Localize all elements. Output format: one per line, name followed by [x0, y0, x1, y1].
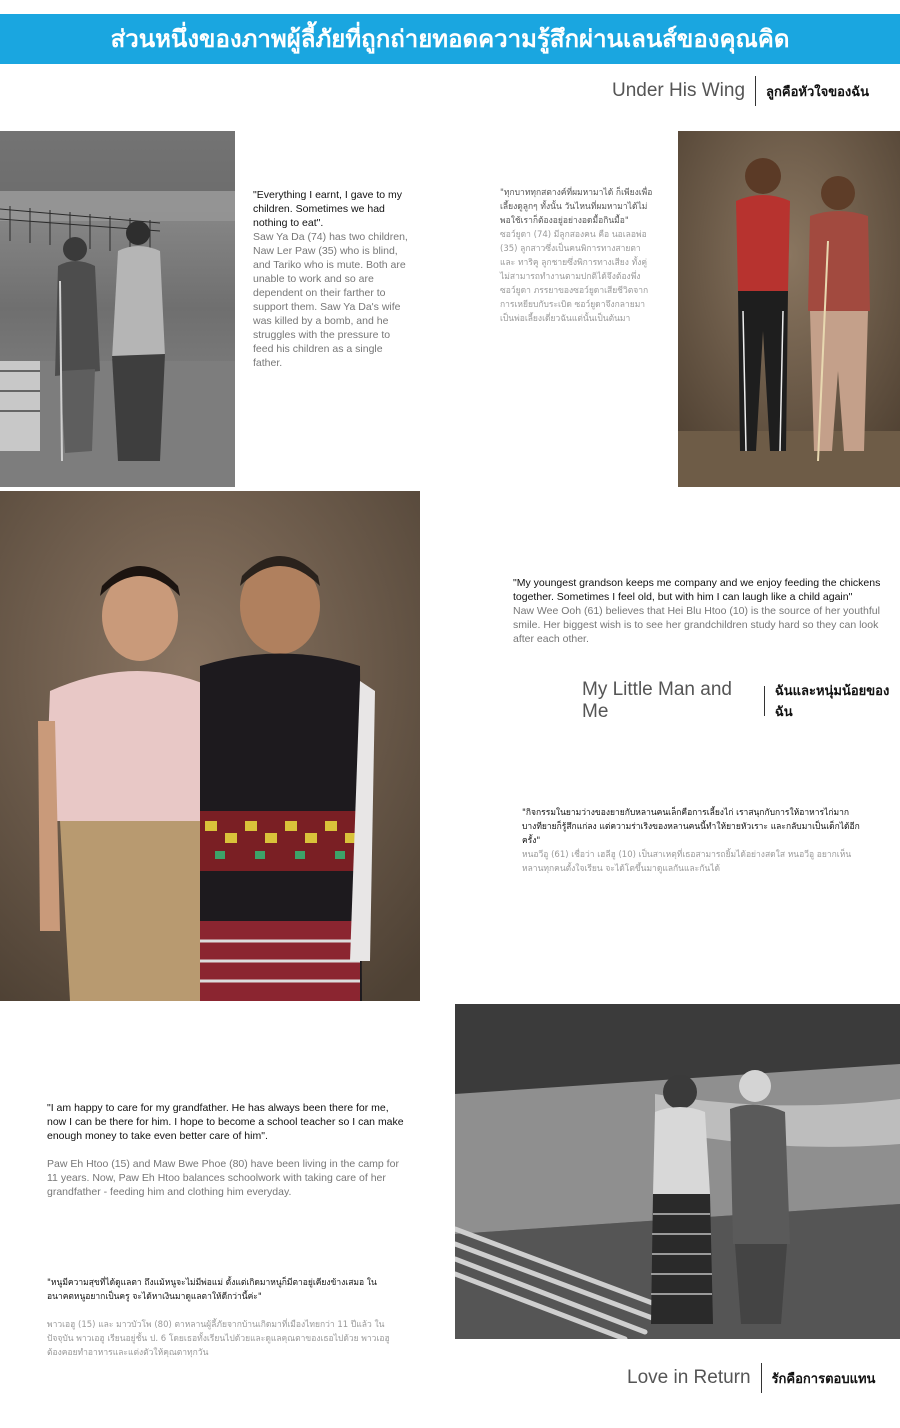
quote-th: "หนูมีความสุขที่ได้ดูแลตา ถึงแม้หนูจะไม่มีพ่อแม่ ตั้งแต่เกิดมาหนูก็มีตาอยู่เคียงข้างเสมอ ในอนาคตหนูอยากเป็นครู จะได้หาเงินมาดูแลตาให้ดีกว่านี้ค่ะ" [47, 1278, 377, 1302]
section-title-en: Under His Wing [612, 80, 746, 101]
description-th: หนอวีอู (61) เชื่อว่า เฮลีฮู (10) เป็นสาเหตุที่เธอสามารถยิ้มได้อย่างสดใส หนอวีอู อยากเห็นหลานทุกคนตั้งใจเรียน จะได้โตขึ้นมาดูแลกันและกันได้ [522, 850, 852, 874]
spacer [47, 1143, 407, 1157]
description-th: พาวเอฮู (15) และ มาวบัวโพ (80) ตาหลานผู้ลี้ภัยจากบ้านเกิดมาที่เมืองไทยกว่า 11 ปีแล้ว ในปัจจุบัน พาวเอฮู เรียนอยู่ชั้น ป. 6 โดยเธอทั้งเรียนไปด้วยและดูแลคุณตาของเธอไปด้วย พาวเอฮู ต้องคอยทำอาหารและแต่งตัวให้คุณตาทุกวัน [47, 1320, 390, 1358]
section-heading-under-his-wing [612, 74, 869, 108]
section-title-en: Love in Return [627, 1367, 751, 1388]
description-en: Saw Ya Da (74) has two children, Naw Ler Paw (35) who is blind, and Tariko who is mute. Both are unable to work and so are dependent on their farther to support them. Saw Ya Da's wife was killed by a bomb, and he struggles with the pressure to feed his children as a single father. [253, 231, 408, 369]
description-th: ซอว์ยูดา (74) มีลูกสองคน คือ นอเลอพ่อ (35) ลูกสาวซึ่งเป็นคนพิการทางสายตา และ ทาริคู ลูกชายซึ่งพิการทางเสียง ทั้งคู่ไม่สามารถทำงานตามปกติได้จึงต้องพึ่ง ซอว์ยูดา ภรรยาของซอว์ยูดาเสียชีวิตจากการเหยียบกับระเบิด ซอว์ยูดาจึงกลายมาเป็นพ่อเลี้ยงเดี่ยวฉันแต่นั้นเป็นต้นมา [500, 230, 649, 324]
page-title: ส่วนหนึ่งของภาพผู้ลี้ภัยที่ถูกถ่ายทอดความรู้สึกผ่านเลนส์ของคุณคิด [110, 25, 790, 53]
section-title-th: ลูกคือหัวใจของฉัน [766, 84, 870, 100]
caption-th-under-his-wing [500, 186, 653, 326]
quote-en: "I am happy to care for my grandfather. He has always been there for me, now I can be there for him. I hope to become a school teacher so I can make enough money to take even better care of him". [47, 1102, 404, 1142]
description-en: Naw Wee Ooh (61) believes that Hei Blu Htoo (10) is the source of her youthful smile. Her biggest wish is to see her grandchildren study hard so they can look after each other. [513, 605, 880, 645]
section-heading-little-man [582, 679, 900, 722]
caption-en-little-man [513, 576, 888, 646]
description-en: Paw Eh Htoo (15) and Maw Bwe Phoe (80) have been living in the camp for 11 years. Now, Paw Eh Htoo balances schoolwork with taking care of her grandfather - feeding him and clothing him everyday. [47, 1158, 399, 1198]
quote-th: "ทุกบาททุกสตางค์ที่ผมหามาได้ ก็เพียงเพื่อเลี้ยงดูลูกๆ ทั้งนั้น วันไหนที่ผมหามาได้ไม่พอใช้เราก็ต้องอยู่อย่างอดมื้อกินมื้อ" [500, 188, 653, 226]
section-title-th: ฉันและหนุ่มน้อยของฉัน [774, 684, 890, 720]
spacer [47, 1304, 392, 1318]
quote-en: "Everything I earnt, I gave to my children. Sometimes we had nothing to eat". [253, 189, 403, 229]
section-title-th: รักคือการตอบแทน [771, 1371, 876, 1387]
quote-th: "กิจกรรมในยามว่างของยายกับหลานคนเล็กคือการเลี้ยงไก่ เราสนุกกับการให้อาหารไก่มาก บางทียายก็รู้สึกแก่ลง แต่ความร่าเริงของหลานคนนี้ทำให้ยายหัวเราะ และกลับมาเป็นเด็กได้อีกครั้ง" [522, 808, 860, 846]
photo-grandmother-grandson [0, 491, 420, 1001]
caption-en-under-his-wing [253, 188, 408, 370]
photo-father-daughter-river [0, 131, 235, 487]
photo-girl-grandfather-river [455, 1004, 900, 1339]
caption-th-little-man [522, 806, 862, 876]
section-heading-love-in-return [627, 1361, 875, 1395]
photo-two-men-portrait [678, 131, 900, 487]
caption-th-love-in-return [47, 1276, 392, 1360]
quote-en: "My youngest grandson keeps me company and we enjoy feeding the chickens together. Sometimes I feel old, but with him I can laugh like a child again" [513, 577, 881, 603]
section-title-en: My Little Man and Me [582, 679, 732, 722]
caption-en-love-in-return [47, 1101, 407, 1199]
header-banner [0, 14, 900, 64]
